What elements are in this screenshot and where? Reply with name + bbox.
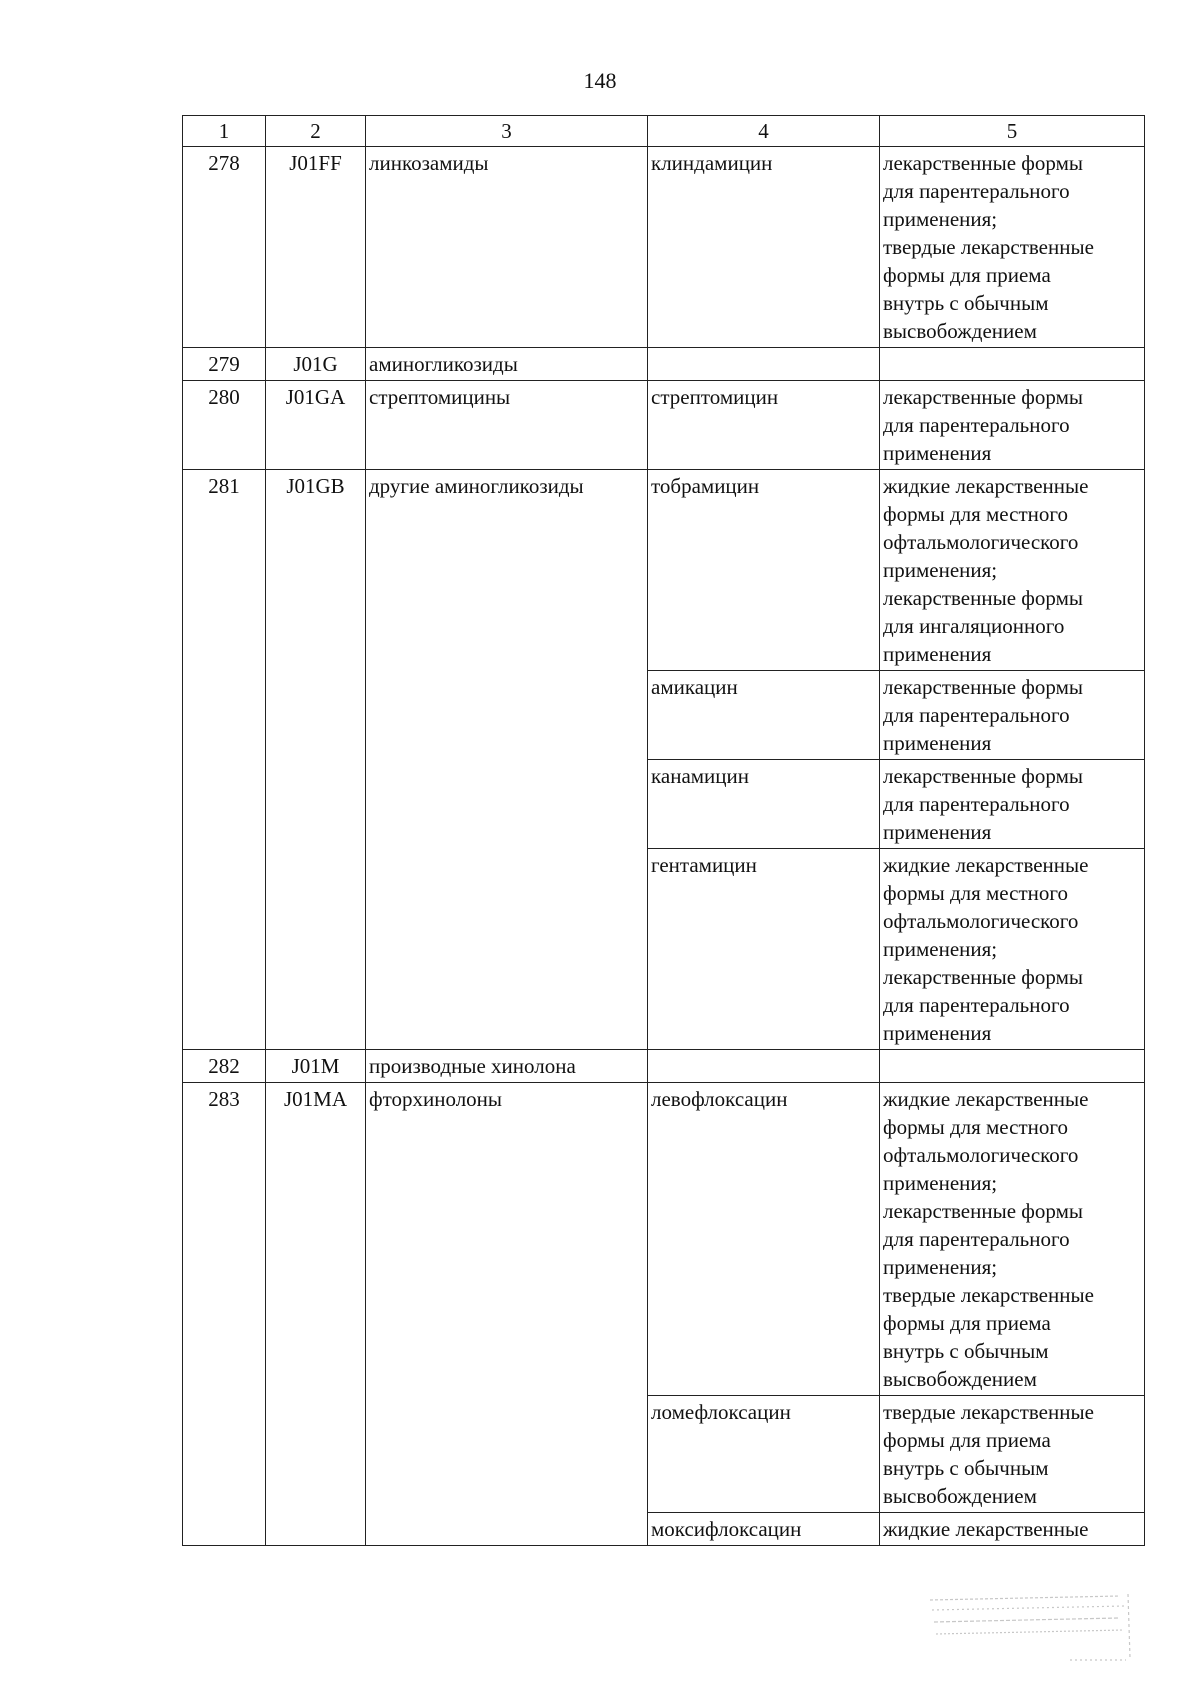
- drug-table: [182, 115, 1145, 1546]
- dosage-forms: [880, 760, 1145, 849]
- row-number: 279: [183, 348, 266, 381]
- dosage-form-line: офтальмологического: [883, 909, 1079, 933]
- dosage-form-line: для парентерального: [883, 703, 1070, 727]
- table-row: [183, 1083, 1145, 1396]
- row-number: 282: [183, 1050, 266, 1083]
- drug-name: ломефлоксацин: [648, 1396, 880, 1513]
- atc-code: J01FF: [266, 147, 366, 348]
- dosage-form-line: формы для местного: [883, 1115, 1068, 1139]
- atc-code: J01G: [266, 348, 366, 381]
- row-number: 281: [183, 470, 266, 1050]
- dosage-form-line: офтальмологического: [883, 530, 1079, 554]
- dosage-form-line: применения: [883, 731, 992, 755]
- drug-name: [648, 348, 880, 381]
- dosage-form-line: лекарственные формы: [883, 965, 1083, 989]
- dosage-form-line: лекарственные формы: [883, 675, 1083, 699]
- dosage-form-line: лекарственные формы: [883, 586, 1083, 610]
- dosage-form-line: применения;: [883, 1255, 998, 1279]
- atc-code: J01MA: [266, 1083, 366, 1546]
- dosage-form-line: применения;: [883, 1171, 998, 1195]
- dosage-form-line: применения: [883, 1021, 992, 1045]
- atc-code: J01GB: [266, 470, 366, 1050]
- dosage-form-line: высвобождением: [883, 1484, 1037, 1508]
- dosage-form-line: жидкие лекарственные: [883, 853, 1089, 877]
- dosage-form-line: для парентерального: [883, 179, 1070, 203]
- drug-name: моксифлоксацин: [648, 1513, 880, 1546]
- dosage-forms: [880, 470, 1145, 671]
- column-header: 3: [366, 116, 648, 147]
- column-header: 5: [880, 116, 1145, 147]
- dosage-form-line: применения;: [883, 558, 998, 582]
- dosage-form-line: формы для приема: [883, 1428, 1051, 1452]
- anatomical-group: фторхинолоны: [366, 1083, 648, 1546]
- table-row: [183, 1050, 1145, 1083]
- dosage-form-line: формы для местного: [883, 881, 1068, 905]
- dosage-forms: [880, 1396, 1145, 1513]
- dosage-form-line: применения: [883, 642, 992, 666]
- row-number: 280: [183, 381, 266, 470]
- dosage-form-line: внутрь с обычным: [883, 291, 1049, 315]
- drug-name: гентамицин: [648, 849, 880, 1050]
- dosage-forms: [880, 671, 1145, 760]
- dosage-form-line: офтальмологического: [883, 1143, 1079, 1167]
- dosage-form-line: высвобождением: [883, 319, 1037, 343]
- dosage-form-line: для парентерального: [883, 993, 1070, 1017]
- anatomical-group: стрептомицины: [366, 381, 648, 470]
- dosage-form-line: твердые лекарственные: [883, 1400, 1094, 1424]
- table-header: [183, 116, 1145, 147]
- drug-name: амикацин: [648, 671, 880, 760]
- row-number: 278: [183, 147, 266, 348]
- dosage-forms: [880, 381, 1145, 470]
- table-row: [183, 470, 1145, 671]
- dosage-forms: [880, 348, 1145, 381]
- dosage-form-line: лекарственные формы: [883, 764, 1083, 788]
- dosage-forms: [880, 1050, 1145, 1083]
- dosage-form-line: применения;: [883, 207, 998, 231]
- dosage-form-line: лекарственные формы: [883, 151, 1083, 175]
- anatomical-group: другие аминогликозиды: [366, 470, 648, 1050]
- dosage-form-line: лекарственные формы: [883, 385, 1083, 409]
- dosage-form-line: для парентерального: [883, 1227, 1070, 1251]
- column-header: 4: [648, 116, 880, 147]
- faint-stamp: [920, 1588, 1135, 1668]
- dosage-form-line: формы для местного: [883, 502, 1068, 526]
- dosage-form-line: применения: [883, 820, 992, 844]
- dosage-form-line: для ингаляционного: [883, 614, 1065, 638]
- dosage-form-line: жидкие лекарственные: [883, 474, 1089, 498]
- dosage-forms: [880, 147, 1145, 348]
- table-row: [183, 381, 1145, 470]
- atc-code: J01GA: [266, 381, 366, 470]
- dosage-forms: [880, 1513, 1145, 1546]
- dosage-form-line: формы для приема: [883, 1311, 1051, 1335]
- atc-code: J01M: [266, 1050, 366, 1083]
- page-number: 148: [583, 68, 617, 93]
- dosage-form-line: внутрь с обычным: [883, 1339, 1049, 1363]
- anatomical-group: аминогликозиды: [366, 348, 648, 381]
- dosage-form-line: для парентерального: [883, 792, 1070, 816]
- drug-name: [648, 1050, 880, 1083]
- dosage-forms: [880, 849, 1145, 1050]
- table-body: [183, 147, 1145, 1546]
- header-row: [183, 116, 1145, 147]
- dosage-form-line: твердые лекарственные: [883, 235, 1094, 259]
- dosage-form-line: применения;: [883, 937, 998, 961]
- column-header: 2: [266, 116, 366, 147]
- dosage-form-line: лекарственные формы: [883, 1199, 1083, 1223]
- table-row: [183, 348, 1145, 381]
- table-row: [183, 147, 1145, 348]
- dosage-form-line: твердые лекарственные: [883, 1283, 1094, 1307]
- dosage-form-line: жидкие лекарственные: [883, 1517, 1089, 1541]
- dosage-form-line: применения: [883, 441, 992, 465]
- drug-name: клиндамицин: [648, 147, 880, 348]
- drug-name: левофлоксацин: [648, 1083, 880, 1396]
- row-number: 283: [183, 1083, 266, 1546]
- dosage-form-line: внутрь с обычным: [883, 1456, 1049, 1480]
- column-header: 1: [183, 116, 266, 147]
- dosage-form-line: для парентерального: [883, 413, 1070, 437]
- dosage-form-line: формы для приема: [883, 263, 1051, 287]
- dosage-form-line: высвобождением: [883, 1367, 1037, 1391]
- dosage-form-line: жидкие лекарственные: [883, 1087, 1089, 1111]
- drug-name: стрептомицин: [648, 381, 880, 470]
- anatomical-group: линкозамиды: [366, 147, 648, 348]
- drug-name: канамицин: [648, 760, 880, 849]
- anatomical-group: производные хинолона: [366, 1050, 648, 1083]
- drug-name: тобрамицин: [648, 470, 880, 671]
- dosage-forms: [880, 1083, 1145, 1396]
